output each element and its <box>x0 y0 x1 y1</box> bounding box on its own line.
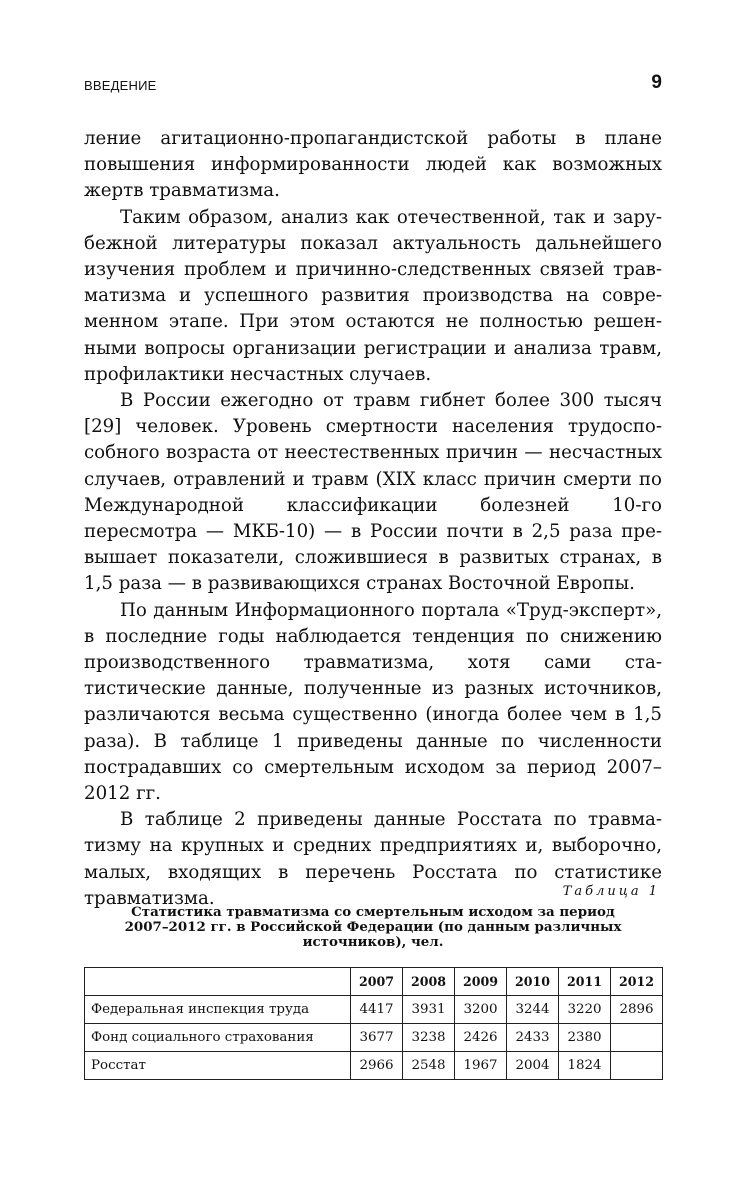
paragraph: По данным Информационного портала «Труд-эксперт», в последние годы наблюдается тенденция по снижению производственного травматизма, хотя сами статистические данные, полученные из разных источников, различаются весьма существенно (иногда более чем в 1,5 раза). В таблице 1 приведены данные по численности пострадавших со смертельным исходом за период 2007–2012 гг. <box>84 599 662 805</box>
header-cell: 2007 <box>351 968 403 996</box>
table-cell: 3677 <box>351 1024 403 1052</box>
paragraph: В таблице 2 приведены данные Росстата по травматизму на крупных и средних предприятиях и, выборочно, малых, входящих в перечень Росстата по статистике травматизма. <box>84 809 662 909</box>
table-cell: 3931 <box>403 996 455 1024</box>
header-cell: 2008 <box>403 968 455 996</box>
page-header <box>84 72 662 98</box>
header-cell: 2010 <box>507 968 559 996</box>
paragraph: В России ежегодно от травм гибнет более 300 тысяч [29] человек. Уровень смертности населения трудоспособного возраста от неестественных причин — несчастных случаев, отравлений и травм (XIX класс причин смерти по Международной классификации болезней 10-го пересмотра — МКБ-10) — в России почти в 2,5 раза превышает показатели, сложившиеся в развитых странах, в 1,5 раза — в развивающихся странах Восточной Европы. <box>84 390 662 595</box>
table-header-row <box>85 968 663 996</box>
table-cell: 2548 <box>403 1052 455 1080</box>
header-cell: 2009 <box>455 968 507 996</box>
table-cell: 2966 <box>351 1052 403 1080</box>
table-cell: 3244 <box>507 996 559 1024</box>
table-cell: 2004 <box>507 1052 559 1080</box>
body-text <box>84 126 662 912</box>
table-cell <box>611 1024 663 1052</box>
table-row <box>85 996 663 1024</box>
header-cell: 2012 <box>611 968 663 996</box>
table-cell: 2433 <box>507 1024 559 1052</box>
data-table <box>84 967 663 1080</box>
header-cell <box>85 968 351 996</box>
table-row <box>85 1052 663 1080</box>
paragraph: Таким образом, анализ как отечественной, так и зарубежной литературы показал актуальность дальнейшего изучения проблем и причинно-следственных связей травматизма и успешного развития производства на современном этапе. При этом остаются не полностью решенными вопросы организации регистрации и анализа травм, профилактики несчастных случаев. <box>84 206 662 385</box>
table-cell <box>611 1052 663 1080</box>
table-cell: 2426 <box>455 1024 507 1052</box>
table-cell: Федеральная инспекция труда <box>85 996 351 1024</box>
table-cell: Фонд социального страхования <box>85 1024 351 1052</box>
table-cell: 4417 <box>351 996 403 1024</box>
table-cell: Росстат <box>85 1052 351 1080</box>
table-cell: 1967 <box>455 1052 507 1080</box>
section-title: ВВЕДЕНИЕ <box>84 78 157 93</box>
table-title: Статистика травматизма со смертельным исходом за период 2007–2012 гг. в Российской Федерации (по данным различных источников), чел. <box>124 904 622 951</box>
paragraph: ление агитационно-пропагандистской работы в плане повышения информированности людей как возможных жертв травматизма. <box>84 128 662 202</box>
table-row <box>85 1024 663 1052</box>
table-cell: 2380 <box>559 1024 611 1052</box>
table-label: Таблица 1 <box>562 884 660 899</box>
table-cell: 3200 <box>455 996 507 1024</box>
header-cell: 2011 <box>559 968 611 996</box>
table-cell: 1824 <box>559 1052 611 1080</box>
table-caption <box>84 884 662 951</box>
page-number: 9 <box>651 72 662 93</box>
table-cell: 2896 <box>611 996 663 1024</box>
table-cell: 3220 <box>559 996 611 1024</box>
table-cell: 3238 <box>403 1024 455 1052</box>
